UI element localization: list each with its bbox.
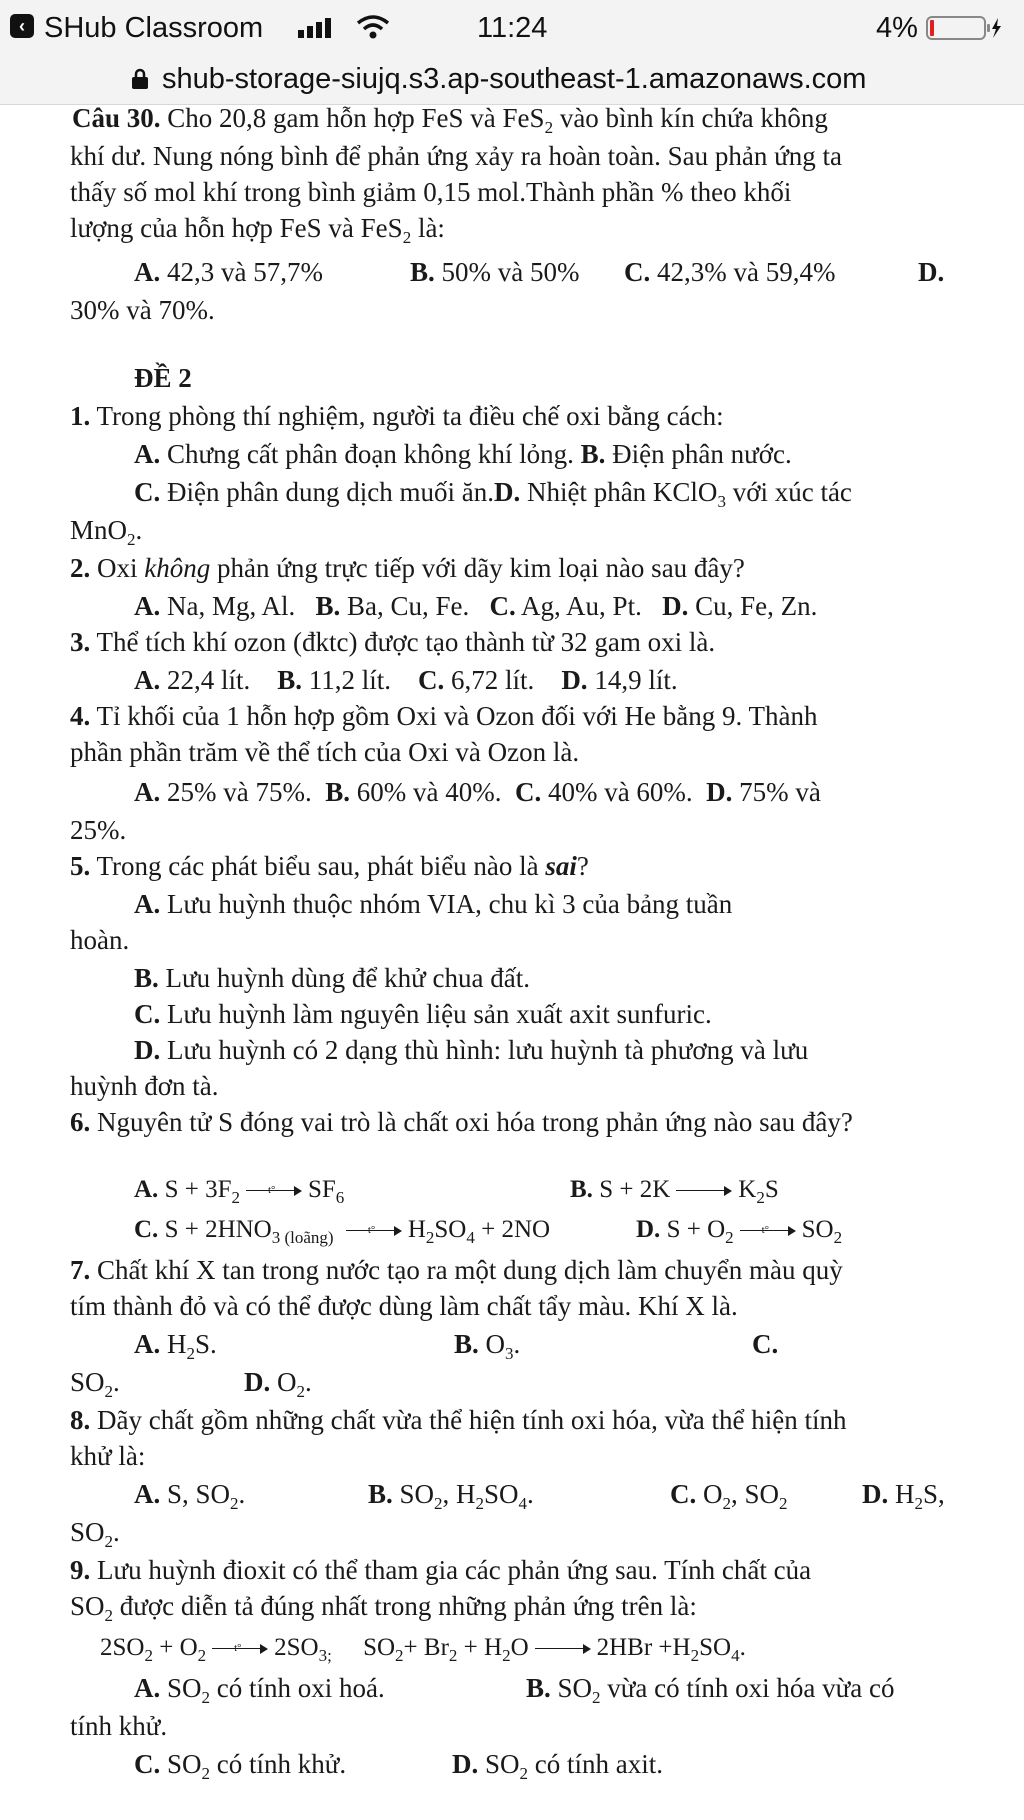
status-bar — [0, 0, 1024, 56]
q7-option-b: B. $O_3$. — [454, 1329, 521, 1363]
q8-option-d: D. $H_2S$, — [862, 1479, 945, 1513]
q8-option-c: C. $O_2$, $SO_2$ — [670, 1479, 788, 1513]
q30-line-1: Câu 30. Cho 20,8 gam hỗn hợp FeS và FeS$_2$ vào bình kín chứa không — [72, 104, 828, 137]
document-page — [0, 104, 1024, 1820]
q6-option-a: A. $S + 3F_2$ t° $SF_6$ — [134, 1176, 345, 1207]
q30-line-2: khí dư. Nung nóng bình để phản ứng xảy ra hoàn toàn. Sau phản ứng ta — [70, 141, 843, 171]
battery-percentage: 4% — [876, 12, 918, 44]
q9-option-b: B. $SO_2$ vừa có tính oxi hóa vừa có — [526, 1673, 895, 1707]
battery-icon — [926, 16, 1002, 40]
q7-option-c-cont: $SO_2$. — [70, 1367, 120, 1401]
lock-icon — [132, 68, 148, 90]
q1-stem: 1. Trong phòng thí nghiệm, người ta điều chế oxi bằng cách: — [70, 401, 724, 431]
q4-options: A. 25% và 75%. B. 60% và 40%. C. 40% và 60%. D. 75% và — [134, 777, 821, 807]
q6-stem: 6. Nguyên tử S đóng vai trò là chất oxi hóa trong phản ứng nào sau đây? — [70, 1107, 853, 1137]
q30-option-d: 30% và 70%. — [70, 295, 215, 325]
q5-stem: 5. Trong các phát biểu sau, phát biểu nào là sai? — [70, 851, 589, 881]
q3-stem: 3. Thể tích khí ozon (đktc) được tạo thành từ 32 gam oxi là. — [70, 627, 716, 657]
q8-stem: 8. Dãy chất gồm những chất vừa thể hiện tính oxi hóa, vừa thể hiện tính — [70, 1405, 847, 1435]
wifi-icon — [356, 14, 390, 40]
q30-option-b: B. 50% và 50% — [410, 257, 580, 287]
q9-option-c: C. $SO_2$ có tính khử. — [134, 1749, 347, 1783]
q8-option-b: B. $SO_2$, $H_2SO_4$. — [368, 1479, 534, 1513]
q5-option-a: A. Lưu huỳnh thuộc nhóm VIA, chu kì 3 của bảng tuần — [134, 889, 733, 919]
q30-option-a: A. 42,3 và 57,7% — [134, 257, 323, 287]
q30-option-d-letter: D. — [918, 257, 945, 287]
q30-line-4: lượng của hỗn hợp FeS và FeS$_2$ là: — [70, 213, 445, 247]
q1-options-ab: A. Chưng cất phân đoạn không khí lỏng. B. Điện phân nước. — [134, 439, 792, 469]
q30-option-c: C. 42,3% và 59,4% — [624, 257, 836, 287]
q1-options-cd: C. Điện phân dung dịch muối ăn.D. Nhiệt phân KClO$_3$ với xúc tác — [134, 477, 852, 511]
url-text[interactable]: shub-storage-siujq.s3.ap-southeast-1.amazonaws.com — [162, 63, 867, 95]
q8-option-a: A. S, $SO_2$. — [134, 1479, 246, 1513]
q2-stem: 2. Oxi không phản ứng trực tiếp với dãy kim loại nào sau đây? — [70, 553, 745, 583]
q5-option-a-cont: hoàn. — [70, 925, 130, 955]
q5-option-c: C. Lưu huỳnh làm nguyên liệu sản xuất axit sunfuric. — [134, 999, 712, 1029]
q7-stem: 7. Chất khí X tan trong nước tạo ra một dung dịch làm chuyển màu quỳ — [70, 1255, 843, 1285]
q1-option-d-cont: MnO$_2$. — [70, 515, 143, 549]
q4-option-d-cont: 25%. — [70, 815, 127, 845]
back-app-name[interactable]: SHub Classroom — [44, 12, 264, 44]
q9-option-b-cont: tính khử. — [70, 1711, 168, 1741]
q4-stem-2: phần phần trăm về thể tích của Oxi và Ozon là. — [70, 737, 580, 767]
q5-option-b: B. Lưu huỳnh dùng để khử chua đất. — [134, 963, 530, 993]
q6-option-c: C. $S + 2HNO_{3 (loãng)}$ t° $H_2SO_4 + 2NO$ — [134, 1216, 551, 1247]
back-to-app-icon[interactable]: ‹ — [10, 14, 34, 38]
q9-stem: 9. Lưu huỳnh đioxit có thể tham gia các phản ứng sau. Tính chất của — [70, 1555, 812, 1585]
q7-option-a: A. $H_2S$. — [134, 1329, 217, 1363]
q7-option-d: D. $O_2$. — [244, 1367, 312, 1401]
exam-heading: ĐỀ 2 — [134, 363, 192, 393]
q8-option-d-cont: $SO_2$. — [70, 1517, 120, 1551]
clock: 11:24 — [477, 12, 548, 44]
q30-line-3: thấy số mol khí trong bình giảm 0,15 mol.Thành phần % theo khối — [70, 177, 792, 207]
q2-options: A. Na, Mg, Al. B. Ba, Cu, Fe. C. Ag, Au, Pt. D. Cu, Fe, Zn. — [134, 591, 818, 621]
q9-equations: $2SO_2 + O_2$ t° $2SO_{3;}$ $SO_2+ Br_2 + H_2O$ $2HBr +H_2SO_4$. — [100, 1634, 746, 1665]
q6-option-b: B. S + 2K $K_2S$ — [570, 1176, 779, 1207]
q8-stem-2: khử là: — [70, 1441, 146, 1471]
q9-option-d: D. $SO_2$ có tính axit. — [452, 1749, 663, 1783]
address-bar[interactable] — [0, 56, 1024, 105]
q7-option-c: C. — [752, 1329, 779, 1359]
q3-options: A. 22,4 lít. B. 11,2 lít. C. 6,72 lít. D. 14,9 lít. — [134, 665, 678, 695]
q9-stem-2: $SO_2$ được diễn tả đúng nhất trong những phản ứng trên là: — [70, 1591, 697, 1625]
q5-option-d-cont: huỳnh đơn tà. — [70, 1071, 219, 1101]
q5-option-d: D. Lưu huỳnh có 2 dạng thù hình: lưu huỳnh tà phương và lưu — [134, 1035, 809, 1065]
q4-stem: 4. Tỉ khối của 1 hỗn hợp gồm Oxi và Ozon đối với He bằng 9. Thành — [70, 701, 818, 731]
q6-option-d: D. $S + O_2$ t° $SO_2$ — [636, 1216, 843, 1247]
q9-option-a: A. $SO_2$ có tính oxi hoá. — [134, 1673, 385, 1707]
signal-icon — [298, 16, 338, 40]
q7-stem-2: tím thành đỏ và có thể được dùng làm chất tẩy màu. Khí X là. — [70, 1291, 738, 1321]
